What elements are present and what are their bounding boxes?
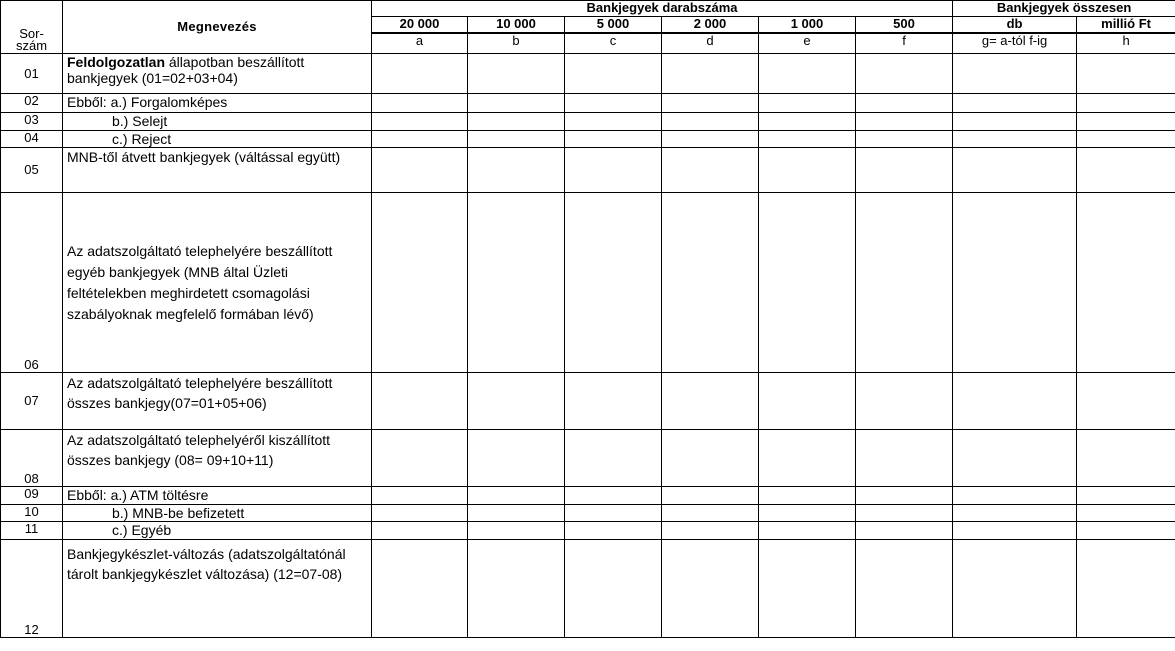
data-cell-h[interactable]	[1077, 94, 1175, 113]
data-cell-h[interactable]	[1077, 373, 1175, 430]
data-cell-g[interactable]	[953, 540, 1077, 638]
row-number: 10	[1, 505, 63, 522]
col-letter-b: b	[468, 33, 565, 54]
denom-5000: 5 000	[565, 17, 662, 33]
data-cell-c[interactable]	[565, 113, 662, 131]
row-number: 02	[1, 94, 63, 113]
data-cell-c[interactable]	[565, 522, 662, 540]
data-cell-e[interactable]	[759, 373, 856, 430]
data-cell-c[interactable]	[565, 373, 662, 430]
data-cell-c[interactable]	[565, 487, 662, 505]
data-cell-f[interactable]	[856, 193, 953, 373]
row-description: MNB-től átvett bankjegyek (váltással együtt)	[63, 148, 372, 193]
row-description	[63, 113, 372, 131]
data-cell-d[interactable]	[662, 54, 759, 94]
table-row	[1, 54, 1175, 94]
data-cell-h[interactable]	[1077, 522, 1175, 540]
data-cell-b[interactable]	[468, 131, 565, 148]
data-cell-c[interactable]	[565, 54, 662, 94]
col-letter-g: g= a-tól f-ig	[953, 33, 1077, 54]
data-cell-e[interactable]	[759, 430, 856, 487]
data-cell-c[interactable]	[565, 131, 662, 148]
data-cell-e[interactable]	[759, 522, 856, 540]
data-cell-c[interactable]	[565, 430, 662, 487]
table-row	[1, 540, 1175, 638]
data-cell-b[interactable]	[468, 94, 565, 113]
data-cell-b[interactable]	[468, 148, 565, 193]
data-cell-g[interactable]	[953, 94, 1077, 113]
data-cell-c[interactable]	[565, 148, 662, 193]
data-cell-a[interactable]	[372, 540, 468, 638]
row-description: Az adatszolgáltató telephelyére beszállított összes bankjegy(07=01+05+06)	[63, 373, 372, 430]
table-row	[1, 148, 1175, 193]
row-description-text: c.) Reject	[112, 131, 172, 147]
data-cell-c[interactable]	[565, 193, 662, 373]
data-cell-a[interactable]	[372, 54, 468, 94]
table-row	[1, 522, 1175, 540]
row-number: 03	[1, 113, 63, 131]
col-letter-f: f	[856, 33, 953, 54]
data-cell-f[interactable]	[856, 94, 953, 113]
table-row	[1, 193, 1175, 373]
data-cell-d[interactable]	[662, 505, 759, 522]
row-description: Ebből: a.) Forgalomképes	[63, 94, 372, 113]
sorszam-line1: Sor-	[19, 26, 44, 41]
denom-20000: 20 000	[372, 17, 468, 33]
row-number: 08	[1, 430, 63, 487]
data-cell-a[interactable]	[372, 522, 468, 540]
data-cell-g[interactable]	[953, 373, 1077, 430]
data-cell-a[interactable]	[372, 94, 468, 113]
row-number: 11	[1, 522, 63, 540]
row-number: 01	[1, 54, 63, 94]
data-cell-h[interactable]	[1077, 505, 1175, 522]
table-row	[1, 131, 1175, 148]
row-number: 05	[1, 148, 63, 193]
data-cell-e[interactable]	[759, 505, 856, 522]
data-cell-h[interactable]	[1077, 540, 1175, 638]
data-cell-d[interactable]	[662, 430, 759, 487]
row-description-text: c.) Egyéb	[112, 522, 172, 538]
data-cell-g[interactable]	[953, 113, 1077, 131]
col-letter-e: e	[759, 33, 856, 54]
data-cell-g[interactable]	[953, 487, 1077, 505]
row-description	[63, 522, 372, 540]
data-cell-h[interactable]	[1077, 193, 1175, 373]
data-cell-h[interactable]	[1077, 487, 1175, 505]
data-cell-d[interactable]	[662, 131, 759, 148]
data-cell-g[interactable]	[953, 131, 1077, 148]
row-description-bold: Feldolgozatlan	[67, 54, 165, 70]
total-million-ft-header: millió Ft	[1077, 17, 1175, 33]
row-description-text: b.) MNB-be befizetett	[112, 505, 245, 521]
data-cell-h[interactable]	[1077, 148, 1175, 193]
col-letter-a: a	[372, 33, 468, 54]
data-cell-e[interactable]	[759, 54, 856, 94]
data-cell-a[interactable]	[372, 505, 468, 522]
table-row	[1, 373, 1175, 430]
data-cell-f[interactable]	[856, 430, 953, 487]
data-cell-f[interactable]	[856, 540, 953, 638]
data-cell-b[interactable]	[468, 540, 565, 638]
data-cell-b[interactable]	[468, 505, 565, 522]
data-cell-e[interactable]	[759, 113, 856, 131]
data-cell-d[interactable]	[662, 148, 759, 193]
data-cell-b[interactable]	[468, 487, 565, 505]
row-description: Az adatszolgáltató telephelyére beszállított egyéb bankjegyek (MNB által Üzleti feltételekben meghirdetett csomagolási szabályoknak megfelelő formában lévő)	[63, 193, 372, 373]
data-cell-e[interactable]	[759, 193, 856, 373]
data-cell-g[interactable]	[953, 193, 1077, 373]
data-cell-b[interactable]	[468, 522, 565, 540]
data-cell-c[interactable]	[565, 505, 662, 522]
data-cell-d[interactable]	[662, 487, 759, 505]
row-description	[63, 505, 372, 522]
data-cell-f[interactable]	[856, 373, 953, 430]
data-cell-f[interactable]	[856, 505, 953, 522]
data-cell-e[interactable]	[759, 131, 856, 148]
total-group-header: Bankjegyek összesen	[953, 1, 1175, 17]
data-cell-f[interactable]	[856, 54, 953, 94]
data-cell-a[interactable]	[372, 113, 468, 131]
row-number: 12	[1, 540, 63, 638]
table-row	[1, 487, 1175, 505]
denom-500: 500	[856, 17, 953, 33]
table-row	[1, 94, 1175, 113]
data-cell-a[interactable]	[372, 193, 468, 373]
data-cell-d[interactable]	[662, 522, 759, 540]
data-cell-d[interactable]	[662, 113, 759, 131]
denom-1000: 1 000	[759, 17, 856, 33]
data-cell-a[interactable]	[372, 430, 468, 487]
data-cell-f[interactable]	[856, 522, 953, 540]
row-description	[63, 131, 372, 148]
data-cell-f[interactable]	[856, 113, 953, 131]
col-letter-h: h	[1077, 33, 1175, 54]
data-cell-f[interactable]	[856, 487, 953, 505]
row-description-text: b.) Selejt	[112, 113, 168, 129]
data-cell-b[interactable]	[468, 430, 565, 487]
col-letter-c: c	[565, 33, 662, 54]
row-description: Ebből: a.) ATM töltésre	[63, 487, 372, 505]
data-cell-b[interactable]	[468, 54, 565, 94]
data-cell-e[interactable]	[759, 540, 856, 638]
total-db-header: db	[953, 17, 1077, 33]
data-cell-d[interactable]	[662, 540, 759, 638]
sorszam-line2: szám	[15, 38, 48, 53]
data-cell-h[interactable]	[1077, 131, 1175, 148]
row-number: 07	[1, 373, 63, 430]
table-row	[1, 505, 1175, 522]
data-cell-d[interactable]	[662, 94, 759, 113]
data-cell-d[interactable]	[662, 193, 759, 373]
data-cell-e[interactable]	[759, 148, 856, 193]
table-row	[1, 113, 1175, 131]
data-cell-a[interactable]	[372, 487, 468, 505]
data-cell-g[interactable]	[953, 54, 1077, 94]
count-group-header: Bankjegyek darabszáma	[372, 1, 953, 17]
data-cell-a[interactable]	[372, 131, 468, 148]
data-cell-g[interactable]	[953, 522, 1077, 540]
data-cell-c[interactable]	[565, 540, 662, 638]
denom-2000: 2 000	[662, 17, 759, 33]
data-cell-e[interactable]	[759, 487, 856, 505]
row-description	[63, 54, 372, 94]
row-number: 04	[1, 131, 63, 148]
data-cell-g[interactable]	[953, 430, 1077, 487]
data-cell-a[interactable]	[372, 373, 468, 430]
row-description-rest: állapotban beszállított bankjegyek (01=02+03+04)	[67, 54, 305, 86]
data-cell-f[interactable]	[856, 131, 953, 148]
row-description: Az adatszolgáltató telephelyéről kiszállított összes bankjegy (08= 09+10+11)	[63, 430, 372, 487]
data-cell-d[interactable]	[662, 373, 759, 430]
row-number: 06	[1, 193, 63, 373]
row-description: Bankjegykészlet-változás (adatszolgáltatónál tárolt bankjegykészlet változása) (12=07-08)	[63, 540, 372, 638]
col-letter-d: d	[662, 33, 759, 54]
data-cell-b[interactable]	[468, 113, 565, 131]
sorszam-header	[1, 1, 63, 54]
data-cell-c[interactable]	[565, 94, 662, 113]
data-cell-h[interactable]	[1077, 113, 1175, 131]
data-cell-a[interactable]	[372, 148, 468, 193]
data-cell-g[interactable]	[953, 505, 1077, 522]
denom-10000: 10 000	[468, 17, 565, 33]
data-cell-g[interactable]	[953, 148, 1077, 193]
table-row	[1, 430, 1175, 487]
row-number: 09	[1, 487, 63, 505]
data-cell-h[interactable]	[1077, 54, 1175, 94]
name-header: Megnevezés	[63, 1, 372, 54]
data-cell-h[interactable]	[1077, 430, 1175, 487]
data-cell-f[interactable]	[856, 148, 953, 193]
data-cell-b[interactable]	[468, 193, 565, 373]
data-cell-b[interactable]	[468, 373, 565, 430]
data-cell-e[interactable]	[759, 94, 856, 113]
